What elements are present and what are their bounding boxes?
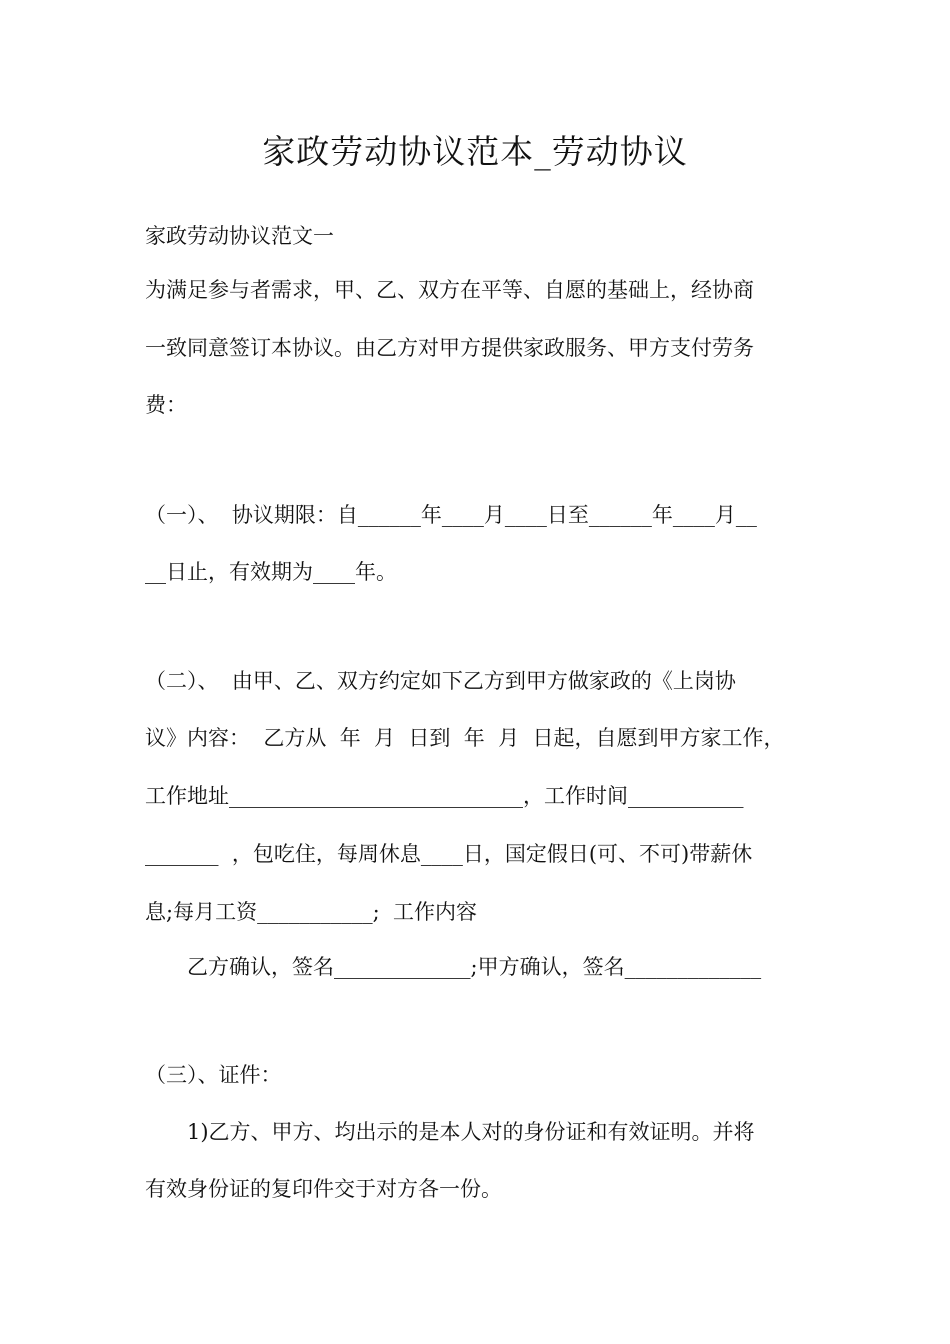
intro-line-3: 费：: [145, 393, 187, 417]
section1-line-2: __日止，有效期为____年。: [145, 560, 397, 584]
document-title: 家政劳动协议范本_劳动协议: [262, 132, 688, 171]
intro-line-2: 一致同意签订本协议。由乙方对甲方提供家政服务、甲方支付劳务: [145, 336, 754, 360]
section1-line-1: （一）、 协议期限：自______年____月____日至______年____月__: [145, 503, 757, 527]
section2-line-3: 工作地址____________________________，工作时间___________: [145, 784, 744, 808]
subtitle: 家政劳动协议范文一: [145, 224, 334, 248]
section2-line-4: _______ ，包吃住，每周休息____日，国定假日(可、不可)带薪休: [145, 842, 753, 866]
section2-line-5: 息;每月工资___________; 工作内容: [145, 900, 478, 924]
section3-item1-line-1: 1)乙方、甲方、均出示的是本人对的身份证和有效证明。并将: [187, 1120, 755, 1144]
intro-line-1: 为满足参与者需求，甲、乙、双方在平等、自愿的基础上，经协商: [145, 278, 754, 302]
section2-line-1: （二）、 由甲、乙、双方约定如下乙方到甲方做家政的《上岗协: [145, 669, 736, 693]
section3-item1-line-2: 有效身份证的复印件交于对方各一份。: [145, 1177, 502, 1201]
section3-heading: （三）、证件：: [145, 1063, 282, 1087]
section2-line-2: 议》内容： 乙方从 年 月 日到 年 月 日起，自愿到甲方家工作，: [145, 726, 785, 750]
signature-line: 乙方确认，签名_____________;甲方确认，签名_____________: [187, 955, 762, 979]
